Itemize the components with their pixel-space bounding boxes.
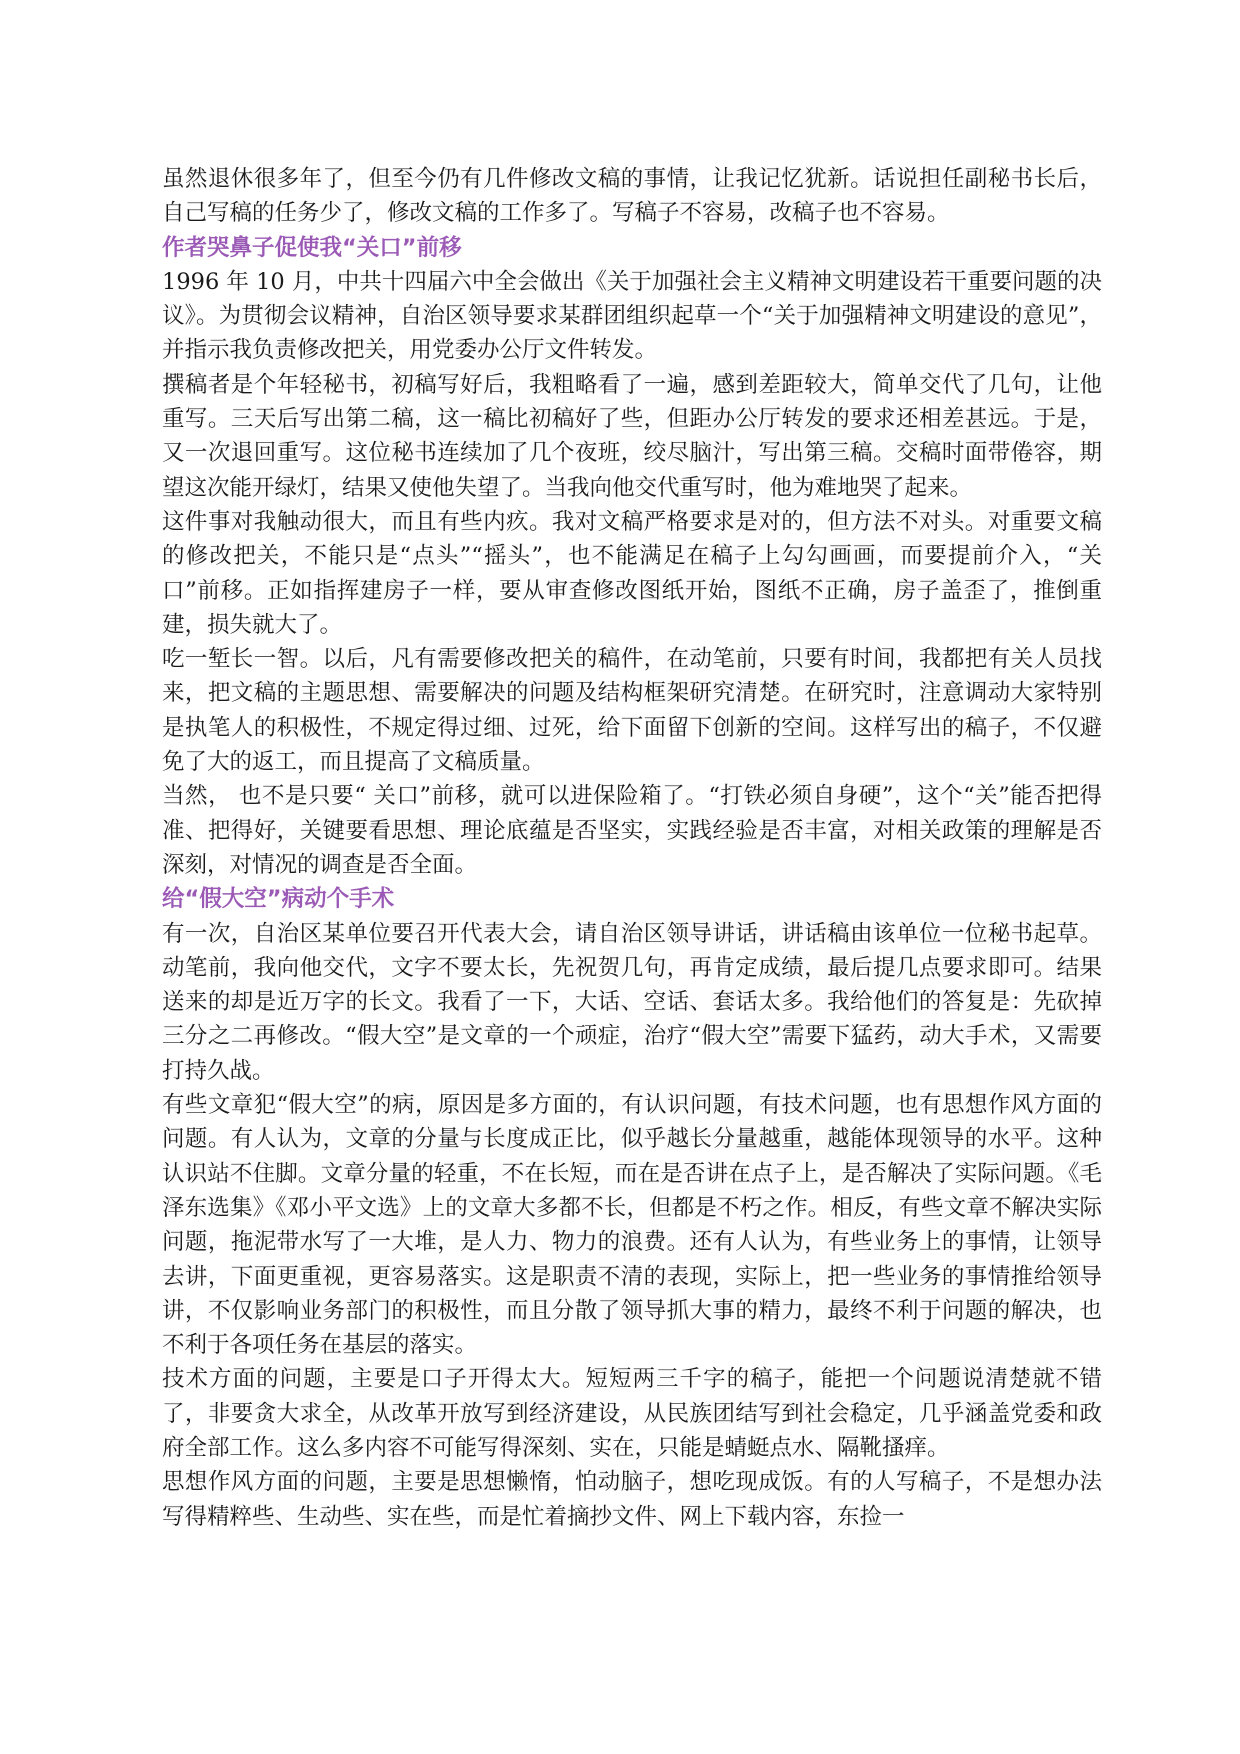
body-paragraph: 有些文章犯“假大空”的病，原因是多方面的，有认识问题，有技术问题，也有思想作风方面的问题。有人认为，文章的分量与长度成正比，似乎越长分量越重，越能体现领导的水平。这种认识站不住脚。文章分量的轻重，不在长短，而在是否讲在点子上，是否解决了实际问题。《毛泽东选集》《邓小平文选》上的文章大多都不长，但都是不朽之作。相反，有些文章不解决实际问题，拖泥带水写了一大堆，是人力、物力的浪费。还有人认为，有些业务上的事情，让领导去讲，下面更重视，更容易落实。这是职责不清的表现，实际上，把一些业务的事情推给领导讲，不仅影响业务部门的积极性，而且分散了领导抓大事的精力，最终不利于问题的解决，也不利于各项任务在基层的落实。	[162, 1092, 1102, 1359]
intro-paragraph: 虽然退休很多年了，但至今仍有几件修改文稿的事情，让我记忆犹新。话说担任副秘书长后，自己写稿的任务少了，修改文稿的工作多了。写稿子不容易，改稿子也不容易。	[162, 166, 1102, 227]
document-page	[162, 162, 1102, 1534]
section-heading-relocate-checkpoint: 作者哭鼻子促使我“关口”前移	[162, 234, 462, 261]
body-paragraph: 当然， 也不是只要“ 关口”前移，就可以进保险箱了。“打铁必须自身硬”，这个“关”能否把得准、把得好，关键要看思想、理论底蕴是否坚实，实践经验是否丰富，对相关政策的理解是否深刻，对情况的调查是否全面。	[162, 783, 1102, 878]
body-paragraph: 撰稿者是个年轻秘书，初稿写好后，我粗略看了一遍，感到差距较大，简单交代了几句，让他重写。三天后写出第二稿，这一稿比初稿好了些，但距办公厅转发的要求还相差甚远。于是，又一次退回重写。这位秘书连续加了几个夜班，绞尽脑汁，写出第三稿。交稿时面带倦容，期望这次能开绿灯，结果又使他失望了。当我向他交代重写时，他为难地哭了起来。	[162, 371, 1102, 501]
body-paragraph: 这件事对我触动很大，而且有些内疚。我对文稿严格要求是对的，但方法不对头。对重要文稿的修改把关，不能只是“点头”“摇头”，也不能满足在稿子上勾勾画画，而要提前介入，“关口”前移。正如指挥建房子一样，要从审查修改图纸开始，图纸不正确，房子盖歪了，推倒重建，损失就大了。	[162, 508, 1102, 638]
body-paragraph: 思想作风方面的问题，主要是思想懒惰，怕动脑子，想吃现成饭。有的人写稿子，不是想办法写得精粹些、生动些、实在些，而是忙着摘抄文件、网上下载内容，东捡一	[162, 1469, 1102, 1530]
body-paragraph: 有一次，自治区某单位要召开代表大会，请自治区领导讲话，讲话稿由该单位一位秘书起草。动笔前，我向他交代，文字不要太长，先祝贺几句，再肯定成绩，最后提几点要求即可。结果送来的却是近万字的长文。我看了一下，大话、空话、套话太多。我给他们的答复是：先砍掉三分之二再修改。“假大空”是文章的一个顽症，治疗“假大空”需要下猛药，动大手术，又需要打持久战。	[162, 920, 1102, 1084]
section-heading-false-big-empty: 给“假大空”病动个手术	[162, 886, 395, 913]
body-paragraph: 1996 年 10 月，中共十四届六中全会做出《关于加强社会主义精神文明建设若干重要问题的决议》。为贯彻会议精神，自治区领导要求某群团组织起草一个“关于加强精神文明建设的意见”，并指示我负责修改把关，用党委办公厅文件转发。	[162, 268, 1102, 364]
body-paragraph: 技术方面的问题，主要是口子开得太大。短短两三千字的稿子，能把一个问题说清楚就不错了，非要贪大求全，从改革开放写到经济建设，从民族团结写到社会稳定，几乎涵盖党委和政府全部工作。这么多内容不可能写得深刻、实在，只能是蜻蜓点水、隔靴搔痒。	[162, 1366, 1102, 1461]
body-paragraph: 吃一堑长一智。以后，凡有需要修改把关的稿件，在动笔前，只要有时间，我都把有关人员找来，把文稿的主题思想、需要解决的问题及结构框架研究清楚。在研究时，注意调动大家特别是执笔人的积极性，不规定得过细、过死，给下面留下创新的空间。这样写出的稿子，不仅避免了大的返工，而且提高了文稿质量。	[162, 646, 1102, 776]
